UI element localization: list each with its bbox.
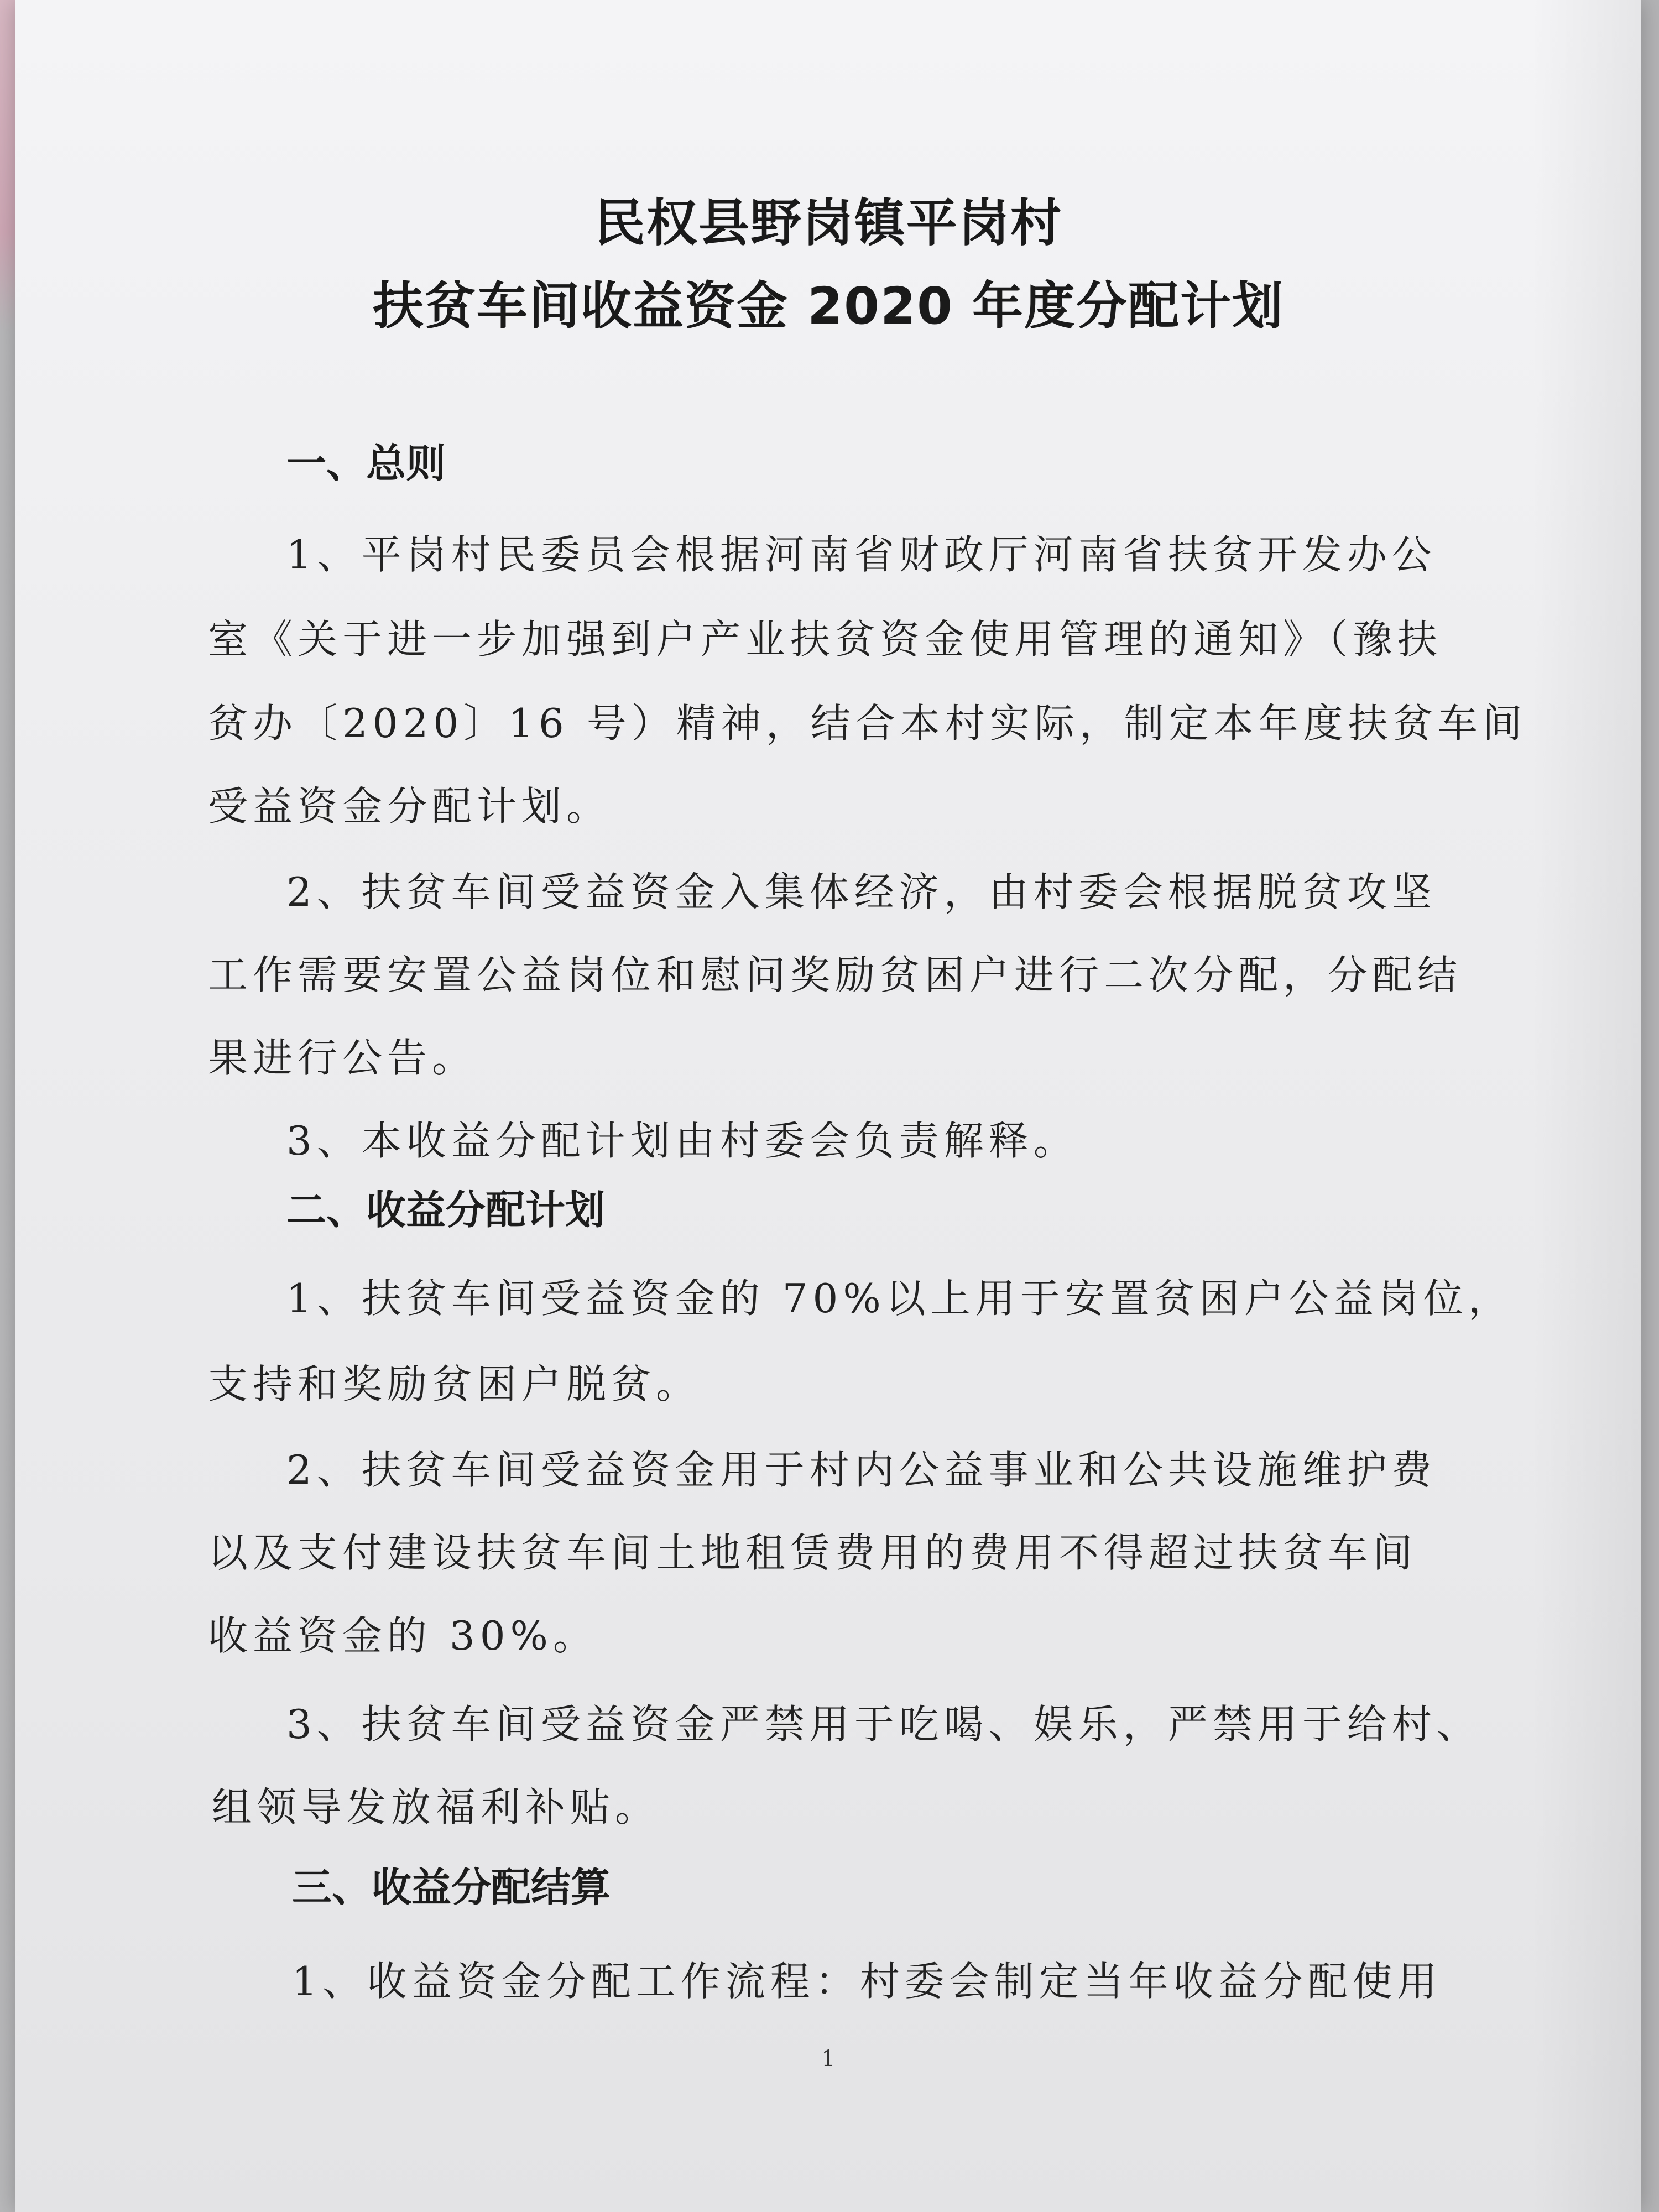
page-number: 1 [821, 2046, 836, 2072]
document-title-line-2: 扶贫车间收益资金 2020 年度分配计划 [372, 276, 1285, 336]
document-title-line-1: 民权县野岗镇平岗村 [594, 194, 1062, 253]
paragraph-line: 收益资金的 30%。 [208, 1613, 598, 1659]
paragraph-line: 2、扶贫车间受益资金用于村内公益事业和公共设施维护费 [286, 1447, 1437, 1493]
paragraph-line: 3、扶贫车间受益资金严禁用于吃喝、娱乐，严禁用于给村、 [286, 1701, 1481, 1747]
paragraph-line: 果进行公告。 [208, 1035, 477, 1081]
paragraph-line: 1、收益资金分配工作流程：村委会制定当年收益分配使用 [292, 1958, 1442, 2005]
paragraph-line: 以及支付建设扶贫车间土地租赁费用的费用不得超过扶贫车间 [208, 1530, 1418, 1576]
paragraph-line: 受益资金分配计划。 [208, 783, 612, 830]
document-content [15, 0, 1641, 2212]
paragraph-line: 1、扶贫车间受益资金的 70%以上用于安置贫困户公益岗位， [286, 1275, 1513, 1322]
paragraph-line: 2、扶贫车间受益资金入集体经济，由村委会根据脱贫攻坚 [286, 869, 1437, 915]
section-heading-general: 一、总则 [286, 440, 446, 487]
paragraph-line: 支持和奖励贫困户脱贫。 [208, 1361, 701, 1407]
paragraph-line: 3、本收益分配计划由村委会负责解释。 [286, 1118, 1078, 1164]
paragraph-line: 室《关于进一步加强到户产业扶贫资金使用管理的通知》（豫扶 [208, 616, 1443, 662]
paragraph-line: 1、平岗村民委员会根据河南省财政厅河南省扶贫开发办公 [286, 531, 1437, 578]
paragraph-line: 组领导发放福利补贴。 [212, 1784, 660, 1830]
section-heading-distribution-plan: 二、收益分配计划 [286, 1187, 606, 1233]
paragraph-line: 贫办〔2020〕16 号）精神，结合本村实际，制定本年度扶贫车间 [208, 700, 1527, 747]
paragraph-line: 工作需要安置公益岗位和慰问奖励贫困户进行二次分配，分配结 [208, 952, 1463, 998]
section-heading-settlement: 三、收益分配结算 [292, 1864, 611, 1911]
document-page [15, 0, 1641, 2212]
